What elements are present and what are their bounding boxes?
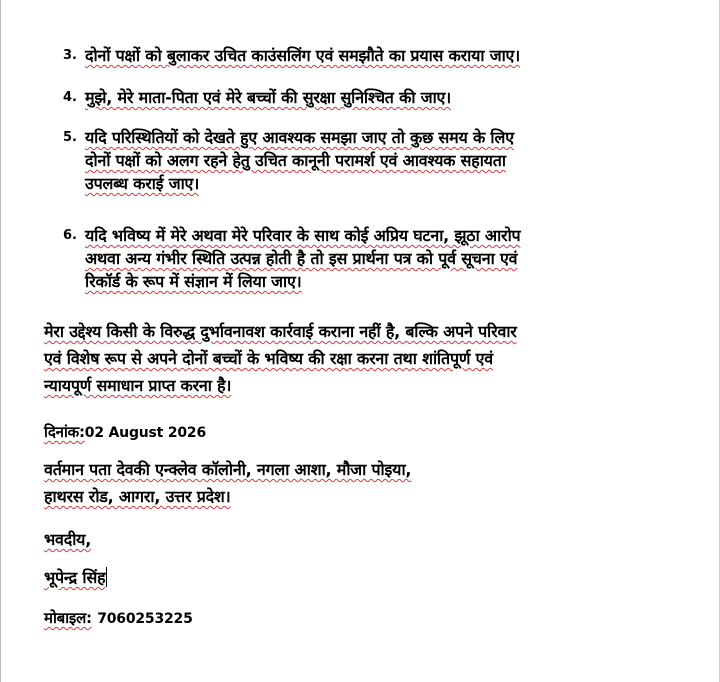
closing-text: भवदीय, <box>44 530 92 549</box>
list-number: 3. <box>63 48 77 63</box>
date-line <box>44 418 714 447</box>
text-cursor <box>106 567 107 587</box>
text-line: मेरा उद्देश्य किसी के विरुद्ध दुर्भावनावश कार्रवाई कराना नहीं है, बल्कि अपने परिवार <box>44 322 517 341</box>
date-value: 02 August 2026 <box>84 425 206 441</box>
text-line: अथवा अन्य गंभीर स्थिति उत्पन्न होती है तो इस प्रार्थना पत्र को पूर्व सूचना एवं <box>85 249 518 268</box>
closing-line <box>44 526 714 553</box>
date-label: दिनांक: <box>44 423 85 441</box>
text-line: रिकॉर्ड के रूप में संज्ञान में लिया जाए। <box>85 272 302 291</box>
signature-line <box>44 564 714 591</box>
text-line: यदि भविष्य में मेरे अथवा मेरे परिवार के साथ कोई अप्रिय घटना, झूठा आरोप <box>85 226 521 245</box>
text-line: यदि परिस्थितियों को देखते हुए आवश्यक समझा जाए तो कुछ समय के लिए <box>85 128 514 147</box>
mobile-label: मोबाइल: <box>44 609 92 627</box>
purpose-paragraph <box>44 318 714 399</box>
address-line: वर्तमान पता देवकी एन्क्लेव कॉलोनी, नगला आशा, मौजा पोइया, <box>44 460 412 479</box>
list-item-text <box>85 44 695 67</box>
signature-name: भूपेन्द्र सिंह <box>44 568 106 587</box>
list-item-text <box>85 224 695 293</box>
mobile-value: 7060253225 <box>97 611 193 627</box>
text-line: दोनों पक्षों को अलग रहने हेतु उचित कानूनी परामर्श एवं आवश्यक सहायता <box>85 151 506 170</box>
text-line: दोनों पक्षों को बुलाकर उचित काउंसलिंग एवं समझौते का प्रयास कराया जाए। <box>85 46 521 65</box>
address-line: हाथरस रोड, आगरा, उत्तर प्रदेश। <box>44 487 231 506</box>
list-item-text <box>85 86 695 109</box>
text-line: न्यायपूर्ण समाधान प्राप्त करना है। <box>44 376 232 395</box>
text-line: उपलब्ध कराई जाए। <box>85 174 200 193</box>
list-item-text <box>85 126 695 195</box>
list-number: 6. <box>63 228 77 243</box>
text-line: एवं विशेष रूप से अपने दोनों बच्चों के भविष्य की रक्षा करना तथा शांतिपूर्ण एवं <box>44 349 493 368</box>
mobile-line <box>44 604 714 633</box>
list-number: 4. <box>63 90 77 105</box>
list-number: 5. <box>63 130 77 145</box>
text-line: मुझे, मेरे माता-पिता एवं मेरे बच्चों की सुरक्षा सुनिश्चित की जाए। <box>85 88 452 107</box>
address-block <box>44 456 714 510</box>
